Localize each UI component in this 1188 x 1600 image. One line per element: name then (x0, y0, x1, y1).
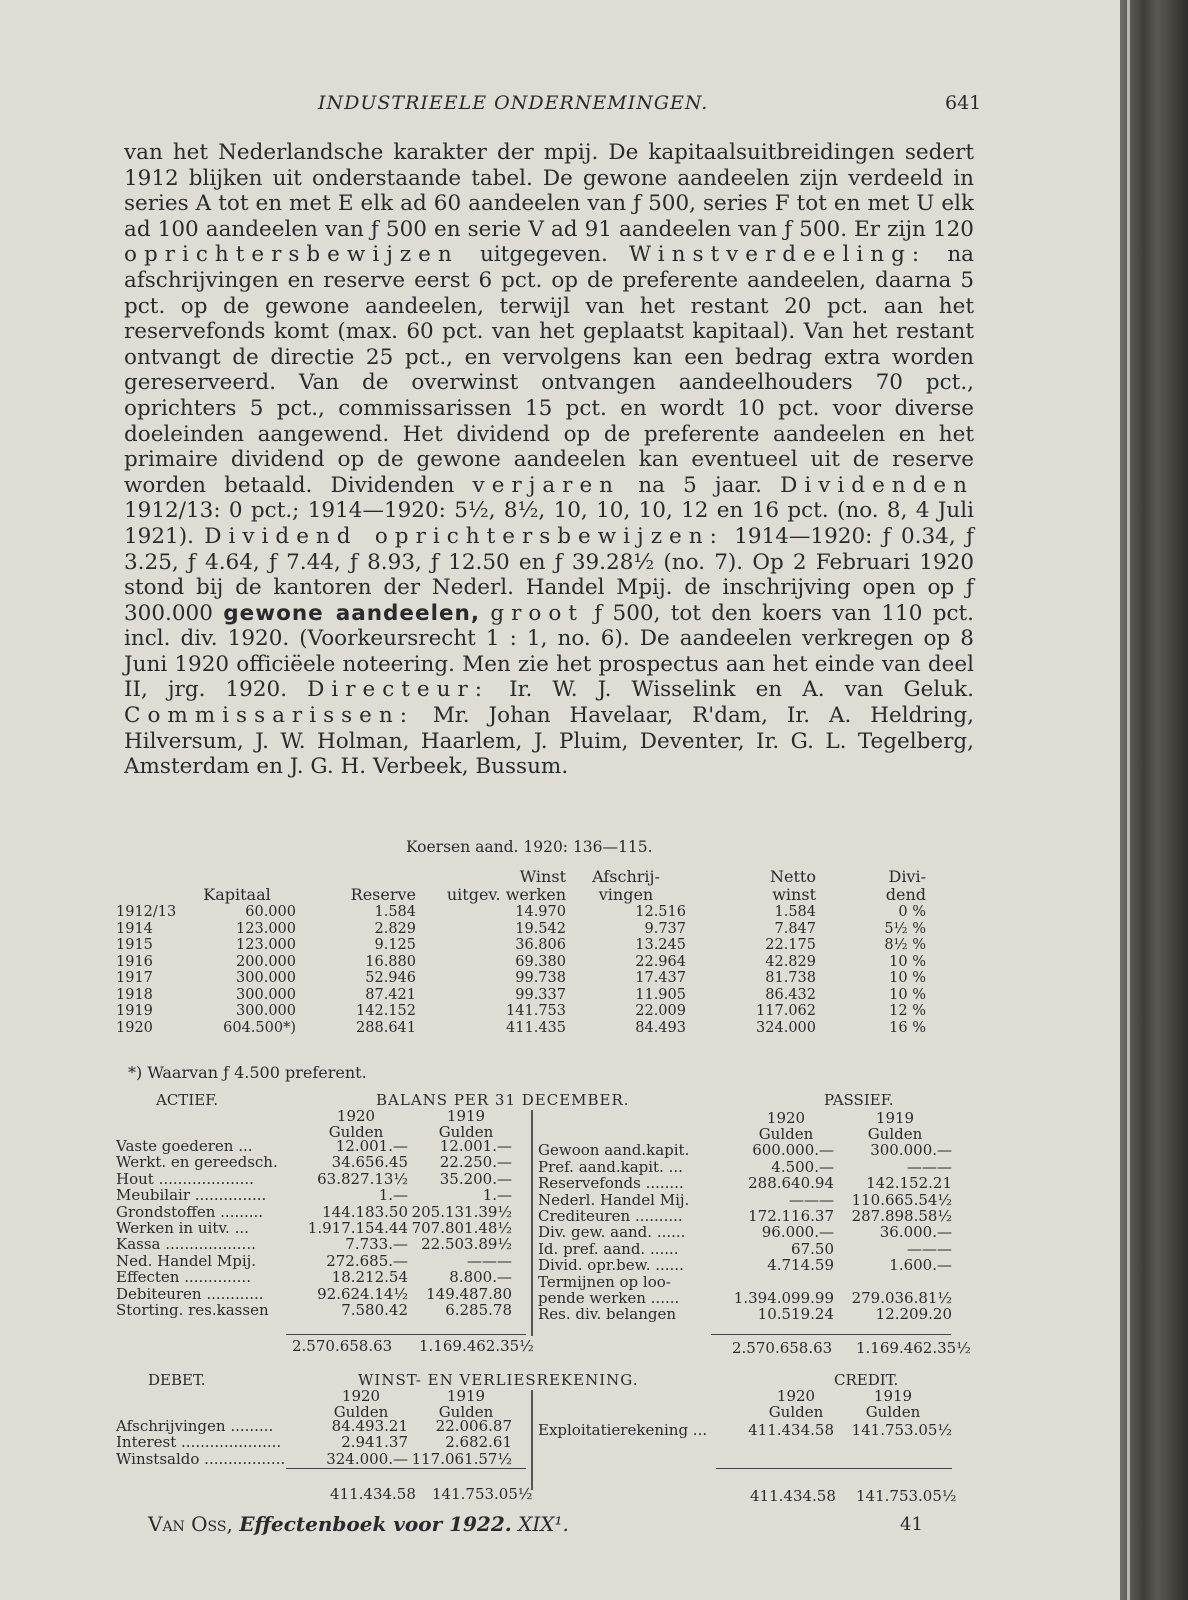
value-1919: 22.006.87 (435, 1417, 512, 1435)
item-label: Reservefonds ........ (538, 1174, 684, 1193)
value-1920: 272.685.— (326, 1251, 408, 1270)
list-item (116, 1302, 526, 1318)
capital-table (116, 868, 926, 1036)
credit-year-1919: 1919 Gulden (865, 1387, 921, 1421)
table-cell: 604.500*) (223, 1019, 296, 1036)
text-run: 1912/13: 0 pct.; 1914—1920: 5½, 8½, 10, 10, 10, 12 en 16 pct. (no. 8, 4 Juli 1921). (124, 498, 974, 549)
table-body (116, 904, 926, 1036)
list-item (116, 1171, 526, 1187)
page-number: 641 (945, 92, 982, 114)
list-item (538, 1175, 956, 1191)
credit-year-1920: 1920 Gulden (768, 1387, 824, 1421)
value-1920: 96.000.— (761, 1223, 834, 1242)
value-1919: 1.600.— (889, 1256, 952, 1275)
value-1919: 2.682.61 (445, 1433, 512, 1452)
table-cell: 1912/13 (116, 904, 177, 920)
list-item (538, 1224, 956, 1240)
col-winst: Winst uitgev. werken (446, 867, 566, 904)
passief-total-rule (711, 1334, 951, 1335)
text-run: ƒ 500, tot den koers van 110 pct. incl. div. 1920. (Voorkeursrecht 1 : 1, no. 6). De aandeelen verkregen op 8 Juni 1920 officiëele noteering. Men zie het prospectus aan het einde van deel II, jrg. 1920. (124, 600, 974, 703)
item-label: Afschrijvingen ......... (116, 1417, 274, 1435)
item-label: Crediteuren .......... (538, 1206, 683, 1225)
table-cell: 7.847 (774, 920, 816, 937)
balance-title: BALANS PER 31 DECEMBER. (376, 1091, 630, 1109)
credit-title: CREDIT. (834, 1371, 899, 1389)
table-cell: 1918 (116, 986, 153, 1003)
value-1920: 4.714.59 (767, 1256, 834, 1275)
table-cell: 8½ % (884, 937, 926, 953)
item-label: Exploitatierekening ... (538, 1421, 708, 1439)
list-item (116, 1286, 526, 1302)
table-cell: 22.964 (635, 953, 686, 970)
list-item (538, 1208, 956, 1224)
item-label: Kassa ................... (116, 1235, 256, 1254)
value-1919: 1.— (482, 1186, 512, 1205)
list-item (116, 1451, 526, 1467)
item-label: Div. gew. aand. ...... (538, 1223, 686, 1242)
running-title: INDUSTRIEELE ONDERNEMINGEN. (318, 92, 709, 114)
table-row (116, 904, 926, 921)
value-1919: 12.209.20 (875, 1305, 952, 1324)
value-1919: 142.152.21 (866, 1174, 952, 1193)
value-1919: 8.800.— (449, 1268, 512, 1287)
table-cell: 123.000 (236, 920, 296, 937)
col-reserve: Reserve (350, 885, 416, 904)
table-cell: 99.337 (515, 986, 566, 1003)
list-item (116, 1220, 526, 1236)
bold-term: gewone aandeelen, (223, 600, 481, 626)
table-cell: 87.421 (365, 986, 416, 1003)
value-1919: 287.898.58½ (851, 1206, 952, 1225)
col-afschrijvingen: Afschrij- vingen (592, 867, 660, 904)
value-1919: 117.061.57½ (411, 1449, 512, 1468)
table-cell: 1917 (116, 970, 153, 986)
table-cell: 1920 (116, 1019, 153, 1036)
value-1919: 149.487.80 (426, 1284, 512, 1303)
table-cell: 123.000 (236, 937, 296, 953)
value-1919: ——— (467, 1251, 512, 1270)
passief-title: PASSIEF. (824, 1091, 894, 1109)
table-cell: 81.738 (765, 970, 816, 986)
value-1920: 92.624.14½ (317, 1284, 408, 1303)
value-1920: 172.116.37 (748, 1206, 834, 1225)
table-cell: 22.009 (635, 1003, 686, 1019)
value-1920: ——— (789, 1190, 834, 1209)
table-cell: 300.000 (236, 970, 296, 986)
value-1920: 18.212.54 (331, 1268, 408, 1287)
item-label: Meubilair ............... (116, 1186, 267, 1205)
table-cell: 9.125 (374, 937, 416, 953)
actief-total-1920: 2.570.658.63 (292, 1337, 393, 1355)
table-cell: 10 % (889, 953, 926, 970)
actief-title: ACTIEF. (156, 1091, 219, 1109)
actief-list (116, 1138, 526, 1318)
text-run: van het Nederlandsche karakter der mpij. De kapitaalsuitbreidingen sedert 1912 blijken uit onderstaande tabel. De gewone aandeelen zijn verdeeld in series A tot en met E elk ad 60 aandeelen van ƒ 500, series F tot en met U elk ad 100 aandeelen van ƒ 500 en serie V ad 91 aandeelen van ƒ 500. Er zijn 120 (124, 140, 974, 242)
list-item (116, 1269, 526, 1285)
profit-loss-account (116, 1371, 957, 1505)
value-1920: 7.580.42 (341, 1300, 408, 1319)
passief-year-1920: 1920 Gulden (758, 1109, 814, 1143)
item-label: Interest ..................... (116, 1433, 282, 1452)
balance-sheet (116, 1091, 971, 1372)
list-item (538, 1126, 956, 1142)
spaced-term: Winstverdeeling: (629, 242, 927, 268)
table-row (116, 987, 926, 1004)
value-1919: 110.665.54½ (851, 1190, 952, 1209)
table-cell: 52.946 (365, 970, 416, 986)
table-cell: 60.000 (245, 904, 296, 920)
table-cell: 19.542 (515, 920, 566, 937)
table-cell: 0 % (898, 904, 926, 920)
item-label: Debiteuren ............ (116, 1284, 264, 1303)
table-cell: 1914 (116, 920, 153, 937)
table-cell: 42.829 (765, 953, 816, 970)
actief-total-rule (286, 1334, 526, 1335)
value-1920: 1.— (378, 1186, 408, 1205)
koersen-line: Koersen aand. 1920: 136—115. (406, 838, 653, 856)
table-cell: 1919 (116, 1003, 153, 1019)
value-1919: 141.753.05½ (851, 1421, 952, 1439)
book-spine (1120, 0, 1188, 1600)
value-1920: 4.500.— (771, 1157, 834, 1176)
credit-total-rule (716, 1468, 952, 1469)
table-cell: 200.000 (236, 953, 296, 970)
value-1920: 1.917.154.44 (307, 1218, 408, 1237)
table-row (116, 954, 926, 971)
col-year (116, 868, 178, 904)
item-label: Gewoon aand.kapit. (538, 1141, 690, 1160)
table-cell: 141.753 (506, 1003, 566, 1019)
passief-year-1919: 1919 Gulden (867, 1109, 923, 1143)
table-cell: 12 % (889, 1003, 926, 1019)
item-label: Res. div. belangen (538, 1305, 677, 1324)
list-item (116, 1154, 526, 1170)
item-label: Ned. Handel Mpij. (116, 1251, 257, 1270)
table-cell: 411.435 (506, 1019, 566, 1036)
text-run: 1914—1920: ƒ 0.34, ƒ 3.25, ƒ 4.64, ƒ 7.44, ƒ 8.93, ƒ 12.50 en ƒ 39.28½ (no. 7). Op 2 Februari 1920 stond bij de kantoren der Nederl. Handel Mpij. de inschrijving open op ƒ 300.000 (124, 523, 974, 626)
table-cell: 86.432 (765, 986, 816, 1003)
debet-total-1920: 411.434.58 (330, 1485, 416, 1503)
value-1920: 63.827.13½ (317, 1169, 408, 1188)
table-cell: 16.880 (365, 953, 416, 970)
value-1919: 205.131.39½ (411, 1202, 512, 1221)
table-cell: 10 % (889, 986, 926, 1003)
value-1919: 22.250.— (439, 1153, 512, 1172)
value-1920: 10.519.24 (757, 1305, 834, 1324)
debet-total-1919: 141.753.05½ (432, 1485, 533, 1503)
item-label: Vaste goederen ... (116, 1137, 253, 1155)
table-header-row (116, 868, 926, 904)
table-cell: 36.806 (515, 937, 566, 953)
item-label: Winstsaldo ................. (116, 1449, 286, 1468)
text-run: na 5 jaar. (638, 472, 762, 498)
table-cell: 11.905 (635, 986, 686, 1003)
page-footer (148, 1512, 569, 1536)
value-1920: 12.001.— (335, 1137, 408, 1155)
credit-list (538, 1422, 956, 1438)
table-cell: 117.062 (756, 1003, 816, 1019)
value-1919: 707.801.48½ (411, 1218, 512, 1237)
value-1919: ——— (907, 1157, 952, 1176)
debet-list (116, 1418, 526, 1467)
value-1919: 36.000.— (879, 1223, 952, 1242)
footer-author: Van Oss, (148, 1512, 233, 1536)
spaced-term: oprichtersbewijzen (124, 242, 459, 268)
value-1920: 288.640.94 (748, 1174, 834, 1193)
item-label: Nederl. Handel Mij. (538, 1190, 690, 1209)
footnote: *) Waarvan ƒ 4.500 preferent. (128, 1063, 367, 1082)
list-item (116, 1253, 526, 1269)
list-item (116, 1187, 526, 1203)
passief-total-1919: 1.169.462.35½ (856, 1339, 971, 1357)
list-item (538, 1274, 956, 1290)
table-cell: 5½ % (884, 920, 926, 937)
col-kapitaal: Kapitaal (203, 885, 271, 904)
table-cell: 99.738 (515, 970, 566, 986)
item-label: Werkt. en gereedsch. (116, 1153, 278, 1172)
value-1919: 12.001.— (439, 1137, 512, 1155)
table-cell: 69.380 (515, 953, 566, 970)
debet-year-1919: 1919 Gulden (438, 1387, 494, 1421)
item-label: Grondstoffen ......... (116, 1202, 264, 1221)
table-cell: 2.829 (374, 920, 416, 937)
footer-volume: XIX¹. (518, 1512, 569, 1536)
item-label: Hout .................... (116, 1169, 254, 1188)
item-label: pende werken ...... (538, 1288, 680, 1307)
list-item (116, 1418, 526, 1434)
table-cell: 300.000 (236, 986, 296, 1003)
passief-total-1920: 2.570.658.63 (732, 1339, 833, 1357)
main-paragraph (124, 140, 974, 780)
spaced-term: Directeur: (307, 677, 490, 703)
list-item (116, 1138, 526, 1154)
col-netto: Netto winst (770, 867, 816, 904)
credit-total-1920: 411.434.58 (750, 1487, 836, 1505)
table-cell: 288.641 (356, 1019, 416, 1036)
list-item (116, 1236, 526, 1252)
text-run: na afschrijvingen en reserve eerst 6 pct. op de preferente aandeelen, daarna 5 pct. op de gewone aandeelen, terwijl van het restant 20 pct. aan het reservefonds komt (max. 60 pct. van het geplaatst kapitaal). Van het restant ontvangt de directie 25 pct., en vervolgens kan een bedrag extra worden gereserveerd. Van de overwinst ontvangen aandeelhouders 70 pct., oprichters 5 pct., commissarissen 15 pct. en wordt 10 pct. voor diverse doeleinden aangewend. Het dividend op de preferente aandeelen en het primaire dividend op de gewone aandeelen kan eventueel uit de reserve worden betaald. Dividenden (124, 242, 974, 498)
value-1920: 600.000.— (752, 1141, 834, 1160)
item-label: Storting. res.kassen (116, 1300, 269, 1319)
value-1920: 2.941.37 (341, 1433, 408, 1452)
table-cell: 9.737 (644, 920, 686, 937)
list-item (538, 1142, 956, 1158)
table-cell: 10 % (889, 970, 926, 986)
value-1920: 144.183.50 (322, 1202, 408, 1221)
signature-mark: 41 (900, 1514, 923, 1535)
table-cell: 324.000 (756, 1019, 816, 1036)
text-run: uitgegeven. (479, 242, 608, 268)
text-run: Mr. Johan Havelaar, R'dam, Ir. A. Heldring, Hilversum, J. W. Holman, Haarlem, J. Pluim, Deventer, Ir. G. L. Tegelberg, Amsterdam en J. G. H. Verbeek, Bussum. (124, 703, 974, 780)
value-1920: 34.656.45 (331, 1153, 408, 1172)
credit-total-1919: 141.753.05½ (856, 1487, 957, 1505)
list-item (116, 1434, 526, 1450)
debet-title: DEBET. (148, 1371, 206, 1389)
value-1920: 7.733.— (345, 1235, 408, 1254)
spaced-term: Dividenden (780, 472, 974, 498)
item-label: Divid. opr.bew. ...... (538, 1256, 684, 1275)
value-1920: 1.394.099.99 (733, 1288, 834, 1307)
table-cell: 1916 (116, 953, 153, 970)
table-row (116, 937, 926, 954)
value-1920: 67.50 (791, 1239, 834, 1258)
list-item (538, 1192, 956, 1208)
list-item (538, 1306, 956, 1322)
spaced-term: Dividend oprichtersbewijzen: (204, 523, 724, 549)
value-1919: ——— (907, 1239, 952, 1258)
value-1919: 35.200.— (439, 1169, 512, 1188)
table-cell: 300.000 (236, 1003, 296, 1019)
table-cell: 16 % (889, 1019, 926, 1036)
item-label: Werken in uitv. ... (116, 1218, 249, 1237)
item-label: Termijnen op loo- (538, 1272, 671, 1291)
spaced-term: groot (490, 600, 584, 626)
debet-total-rule (286, 1468, 526, 1469)
table-cell: 13.245 (635, 937, 686, 953)
table-row (116, 970, 926, 987)
list-item (116, 1204, 526, 1220)
table-cell: 17.437 (635, 970, 686, 986)
value-1919: 279.036.81½ (851, 1288, 952, 1307)
list-item (538, 1257, 956, 1273)
table-row (116, 1020, 926, 1037)
value-1919: 6.285.78 (445, 1300, 512, 1319)
debet-year-1920: 1920 Gulden (333, 1387, 389, 1421)
item-label: Pref. aand.kapit. ... (538, 1157, 683, 1176)
table-cell: 1.584 (774, 904, 816, 920)
value-1919: 22.503.89½ (421, 1235, 512, 1254)
value-1920: 84.493.21 (331, 1417, 408, 1435)
table-row (116, 921, 926, 938)
spaced-term: verjaren (472, 472, 621, 498)
wv-column-divider (531, 1390, 533, 1490)
col-dividend: Divi- dend (885, 867, 926, 904)
item-label: Id. pref. aand. ...... (538, 1239, 679, 1258)
table-cell: 14.970 (515, 904, 566, 920)
actief-total-1919: 1.169.462.35½ (419, 1337, 534, 1355)
item-label: Effecten .............. (116, 1268, 251, 1287)
actief-year-1920: 1920 Gulden (328, 1107, 384, 1141)
wv-title: WINST- EN VERLIESREKENING. (358, 1371, 639, 1389)
text-run: Ir. W. J. Wisselink en A. van Geluk. (509, 677, 974, 703)
passief-list (538, 1126, 956, 1323)
table-cell: 22.175 (765, 937, 816, 953)
table-cell: 142.152 (356, 1003, 416, 1019)
actief-year-1919: 1919 Gulden (438, 1107, 494, 1141)
spaced-term: Commissarissen: (124, 703, 414, 729)
value-1919: 300.000.— (870, 1141, 952, 1160)
list-item (538, 1159, 956, 1175)
table-row (116, 1003, 926, 1020)
table-cell: 84.493 (635, 1019, 686, 1036)
spine-edge (1127, 0, 1130, 1600)
value-1920: 324.000.— (326, 1449, 408, 1468)
column-divider (531, 1110, 533, 1336)
list-item (538, 1422, 956, 1438)
table-cell: 1.584 (374, 904, 416, 920)
footer-book: Effectenboek voor 1922. (239, 1512, 512, 1536)
table-cell: 1915 (116, 937, 153, 953)
table-cell: 12.516 (635, 904, 686, 920)
body-text (124, 140, 974, 780)
value-1920: 411.434.58 (748, 1421, 834, 1439)
list-item (538, 1241, 956, 1257)
list-item (538, 1290, 956, 1306)
